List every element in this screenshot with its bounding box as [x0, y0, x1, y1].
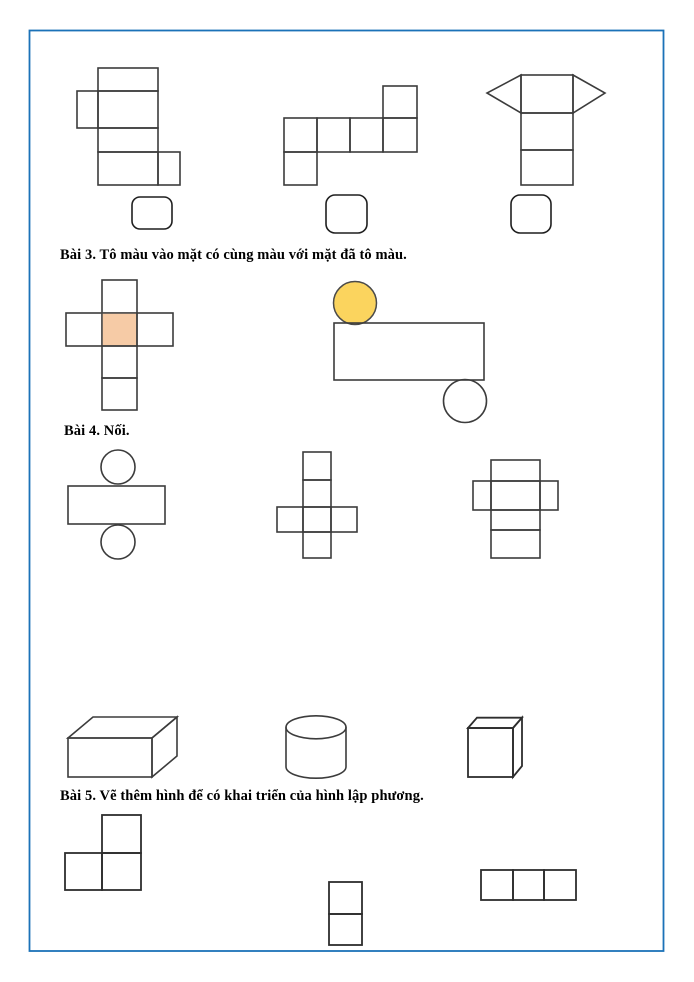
net-circle	[101, 450, 135, 484]
net-face	[383, 86, 417, 118]
net-face-colorable[interactable]	[66, 313, 102, 346]
net-face	[491, 510, 540, 530]
net-face	[540, 481, 558, 510]
net-face	[481, 870, 513, 900]
net-face	[491, 530, 540, 558]
answer-box-3-wrap	[509, 193, 553, 235]
net-face-colored-orange	[102, 313, 137, 346]
net-face-colorable[interactable]	[102, 378, 137, 410]
net-face	[303, 507, 331, 532]
net-face-colorable[interactable]	[102, 346, 137, 378]
net-face	[303, 452, 331, 480]
net-face	[102, 815, 141, 853]
cube-front-face	[468, 728, 513, 777]
net-face	[544, 870, 576, 900]
net-face	[331, 507, 357, 532]
net-face	[491, 460, 540, 481]
net-face	[317, 118, 350, 152]
net-face	[521, 75, 573, 113]
net-face	[329, 882, 362, 914]
net-face	[98, 91, 158, 128]
net-face	[65, 853, 102, 890]
answer-box-1-wrap	[130, 195, 174, 231]
exercise3-title: Bài 3. Tô màu vào mặt có cùng màu với mặt đã tô màu.	[60, 247, 407, 263]
net-circle-colored-yellow	[334, 282, 377, 325]
net-face	[98, 152, 158, 185]
net-triangle-left	[487, 75, 521, 113]
cylinder-net-figure	[331, 279, 489, 425]
solid-box-figure[interactable]	[62, 712, 184, 782]
box-side-face	[152, 717, 177, 777]
net-face	[277, 507, 303, 532]
net-face	[102, 853, 141, 890]
match-box-net-figure[interactable]	[471, 456, 563, 562]
box-front-face	[68, 738, 152, 777]
net-rect-colorable[interactable]	[334, 323, 484, 380]
triangular-prism-net-figure	[483, 70, 609, 190]
exercise5-title: Bài 5. Vẽ thêm hình để có khai triển của hình lập phương.	[60, 788, 424, 804]
box-top-face	[68, 717, 177, 738]
net-face	[521, 113, 573, 150]
net-triangle-right	[573, 75, 605, 113]
answer-box[interactable]	[511, 195, 551, 233]
net-face	[350, 118, 383, 152]
net-face	[158, 152, 180, 185]
net-circle	[101, 525, 135, 559]
net-face	[329, 914, 362, 945]
net-face	[98, 68, 158, 91]
partial-net-strip[interactable]	[476, 866, 582, 906]
answer-box-2-wrap	[324, 193, 369, 235]
partial-net-l-shape[interactable]	[60, 811, 150, 895]
net-face	[303, 532, 331, 558]
cube-side-face	[513, 718, 522, 777]
match-cube-net-figure[interactable]	[275, 450, 361, 562]
net-face	[473, 481, 491, 510]
rectangular-box-net-figure	[60, 60, 190, 192]
net-circle-colorable[interactable]	[444, 380, 487, 423]
net-face	[303, 480, 331, 507]
partial-net-domino[interactable]	[325, 878, 371, 950]
exercise4-title: Bài 4. Nối.	[64, 423, 130, 439]
answer-box[interactable]	[132, 197, 172, 229]
net-face	[98, 128, 158, 152]
net-face	[284, 118, 317, 152]
net-face	[77, 91, 98, 128]
cube-cross-net-figure	[62, 276, 178, 416]
net-face	[521, 150, 573, 185]
net-rect	[68, 486, 165, 524]
net-face	[491, 481, 540, 510]
net-face	[513, 870, 544, 900]
solid-cube-figure[interactable]	[463, 712, 529, 782]
net-face	[284, 152, 317, 185]
net-face-colorable[interactable]	[102, 280, 137, 313]
net-face	[383, 118, 417, 152]
cube-net-zigzag-figure	[282, 82, 422, 188]
cylinder-top-face	[286, 716, 346, 739]
match-cylinder-net-figure[interactable]	[66, 449, 170, 563]
solid-cylinder-figure[interactable]	[280, 710, 352, 782]
net-face-colorable[interactable]	[137, 313, 173, 346]
answer-box[interactable]	[326, 195, 367, 233]
